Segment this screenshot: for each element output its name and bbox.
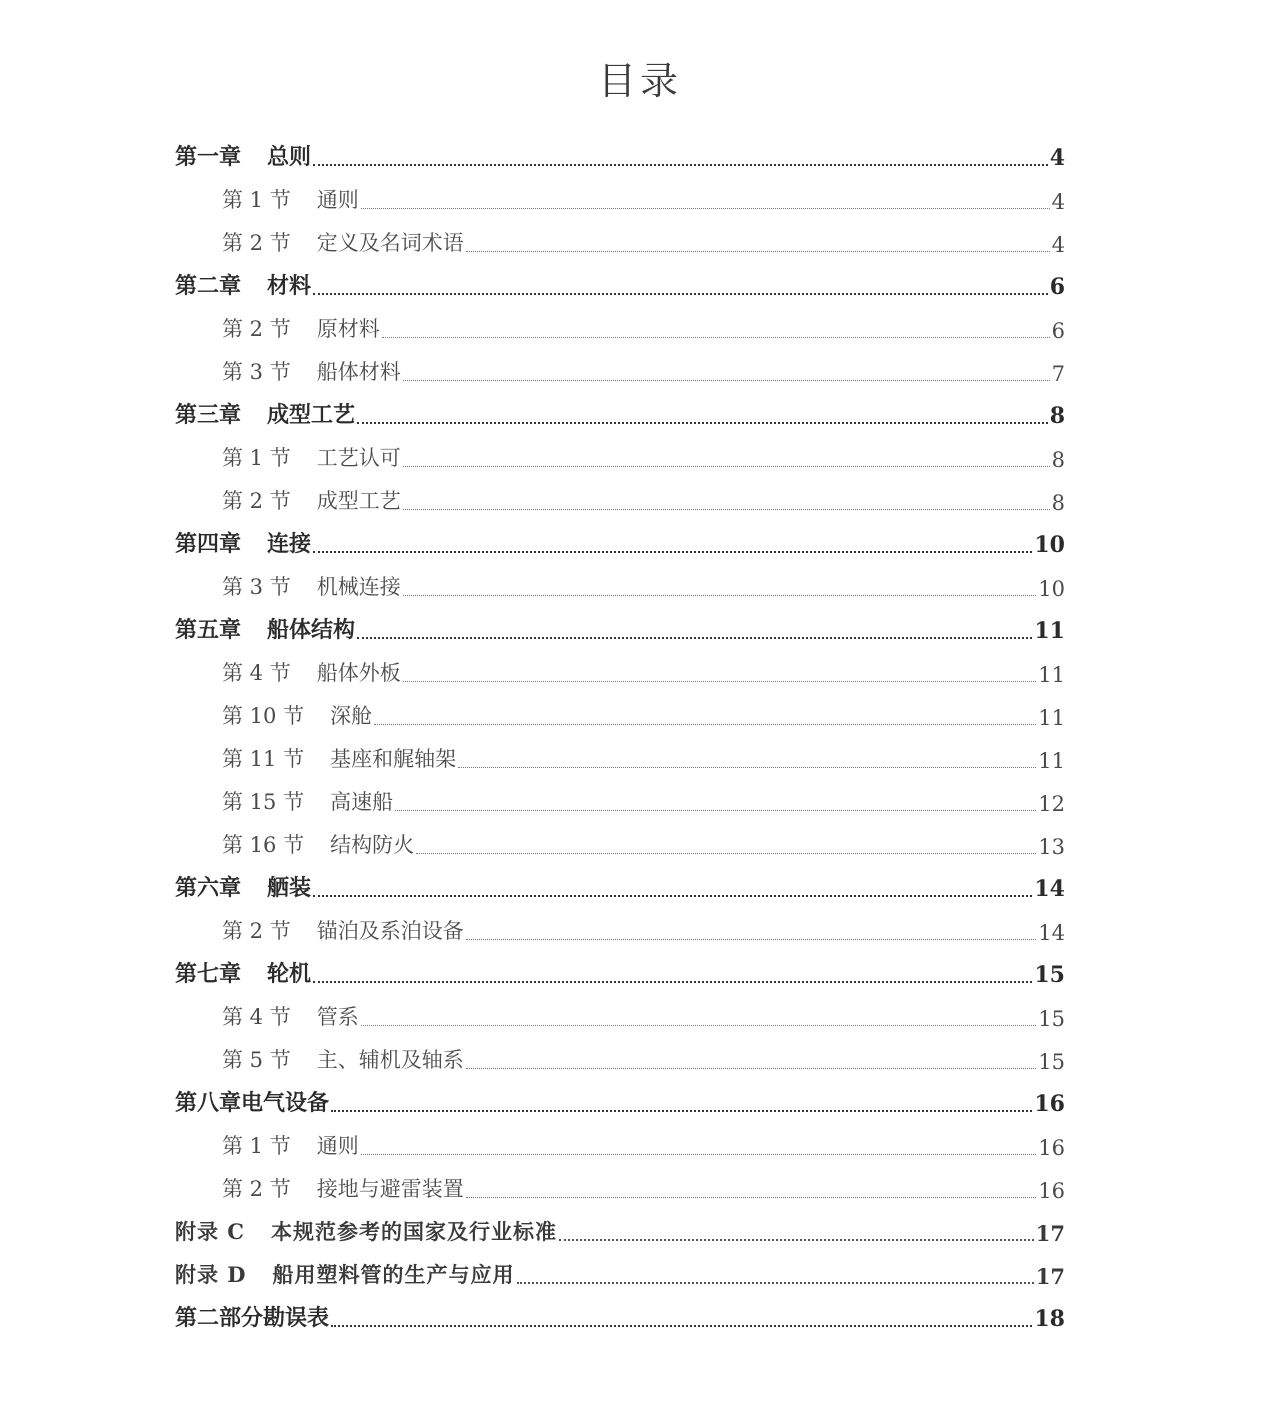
dot-leader bbox=[403, 508, 1050, 510]
toc-entry-number: 附录 D bbox=[175, 1262, 247, 1287]
toc-entry-page-number: 16 bbox=[1038, 1136, 1065, 1160]
toc-entry-label bbox=[175, 1086, 331, 1117]
toc-entry-title: 船体材料 bbox=[316, 360, 401, 384]
toc-entry-title: 材料 bbox=[267, 273, 312, 299]
toc-entry-label bbox=[222, 1130, 361, 1160]
toc-entry-number: 第 16 节 bbox=[222, 833, 305, 857]
toc-entry-section[interactable] bbox=[175, 911, 1065, 954]
toc-entry-title: 连接 bbox=[267, 531, 312, 557]
toc-entry-page-number: 14 bbox=[1038, 921, 1065, 945]
toc-entry-page-number: 15 bbox=[1034, 962, 1065, 988]
toc-entry-chapter[interactable] bbox=[175, 954, 1065, 997]
toc-entry-title: 工艺认可 bbox=[316, 446, 401, 470]
dot-leader bbox=[466, 1067, 1037, 1069]
toc-entry-page-number: 15 bbox=[1038, 1050, 1065, 1074]
toc-entry-number: 第 4 节 bbox=[222, 1005, 291, 1029]
dot-leader bbox=[313, 163, 1048, 166]
toc-entry-label bbox=[222, 356, 403, 386]
toc-entry-section[interactable] bbox=[175, 696, 1065, 739]
toc-entry-title: 船体外板 bbox=[316, 661, 401, 685]
toc-entry-number: 第七章 bbox=[175, 961, 242, 987]
toc-entry-section[interactable] bbox=[175, 438, 1065, 481]
toc-entry-page-number: 4 bbox=[1051, 233, 1065, 257]
toc-entry-title: 定义及名词术语 bbox=[316, 231, 464, 255]
dot-leader bbox=[517, 1281, 1034, 1284]
toc-entry-number: 第二部分勘误表 bbox=[175, 1305, 330, 1331]
dot-leader bbox=[313, 292, 1048, 295]
dot-leader bbox=[361, 1153, 1037, 1155]
toc-entry-label bbox=[175, 1216, 559, 1246]
toc-entry-section[interactable] bbox=[175, 352, 1065, 395]
table-of-contents bbox=[175, 137, 1065, 1341]
toc-entry-label bbox=[175, 527, 313, 558]
toc-entry-chapter[interactable] bbox=[175, 1083, 1065, 1126]
toc-entry-number: 第 1 节 bbox=[222, 1134, 291, 1158]
toc-entry-title: 深舱 bbox=[330, 704, 373, 728]
toc-entry-label bbox=[222, 657, 403, 687]
dot-leader bbox=[395, 809, 1036, 811]
toc-entry-label bbox=[222, 227, 466, 257]
toc-entry-number: 第 1 节 bbox=[222, 188, 291, 212]
toc-entry-number: 第四章 bbox=[175, 531, 242, 557]
toc-entry-page-number: 7 bbox=[1051, 362, 1065, 386]
toc-entry-title: 锚泊及系泊设备 bbox=[316, 919, 464, 943]
toc-entry-number: 第 4 节 bbox=[222, 661, 291, 685]
toc-entry-label bbox=[222, 700, 374, 730]
toc-entry-page-number: 11 bbox=[1038, 706, 1065, 730]
toc-entry-section[interactable] bbox=[175, 997, 1065, 1040]
toc-entry-label bbox=[222, 915, 466, 945]
toc-entry-title: 接地与避雷装置 bbox=[316, 1177, 464, 1201]
toc-entry-number: 第 2 节 bbox=[222, 489, 291, 513]
toc-entry-number: 第 1 节 bbox=[222, 446, 291, 470]
toc-entry-chapter[interactable] bbox=[175, 610, 1065, 653]
dot-leader bbox=[313, 894, 1032, 897]
toc-entry-number: 第 2 节 bbox=[222, 231, 291, 255]
toc-entry-page-number: 8 bbox=[1051, 491, 1065, 515]
toc-entry-label bbox=[175, 871, 313, 902]
toc-entry-page-number: 17 bbox=[1035, 1264, 1065, 1289]
toc-entry-title: 管系 bbox=[316, 1005, 359, 1029]
toc-entry-number: 第六章 bbox=[175, 875, 242, 901]
dot-leader bbox=[466, 250, 1050, 252]
toc-entry-number: 第五章 bbox=[175, 617, 242, 643]
toc-entry-chapter[interactable] bbox=[175, 1298, 1065, 1341]
toc-entry-title: 高速船 bbox=[330, 790, 394, 814]
toc-entry-title: 总则 bbox=[267, 144, 312, 170]
toc-entry-section[interactable] bbox=[175, 223, 1065, 266]
toc-entry-page-number: 6 bbox=[1051, 319, 1065, 343]
toc-entry-number: 第一章 bbox=[175, 144, 242, 170]
toc-entry-label bbox=[222, 786, 395, 816]
toc-entry-label bbox=[222, 313, 382, 343]
dot-leader bbox=[458, 766, 1036, 768]
dot-leader bbox=[382, 336, 1050, 338]
toc-entry-page-number: 4 bbox=[1049, 145, 1065, 171]
toc-entry-page-number: 10 bbox=[1038, 577, 1065, 601]
toc-entry-chapter[interactable] bbox=[175, 395, 1065, 438]
toc-entry-page-number: 4 bbox=[1051, 190, 1065, 214]
dot-leader bbox=[313, 980, 1032, 983]
toc-entry-number: 第 2 节 bbox=[222, 317, 291, 341]
toc-entry-section[interactable] bbox=[175, 180, 1065, 223]
toc-entry-section[interactable] bbox=[175, 825, 1065, 868]
toc-entry-number: 第 15 节 bbox=[222, 790, 305, 814]
toc-entry-label bbox=[222, 1001, 361, 1031]
toc-entry-section[interactable] bbox=[175, 782, 1065, 825]
toc-entry-page-number: 6 bbox=[1049, 274, 1065, 300]
dot-leader bbox=[403, 379, 1050, 381]
toc-entry-label bbox=[175, 269, 313, 300]
toc-entry-page-number: 17 bbox=[1035, 1221, 1065, 1246]
toc-entry-title: 基座和艉轴架 bbox=[330, 747, 457, 771]
dot-leader bbox=[403, 680, 1037, 682]
toc-entry-number: 第 3 节 bbox=[222, 360, 291, 384]
toc-entry-page-number: 11 bbox=[1034, 618, 1065, 644]
toc-entry-number: 第八章 bbox=[175, 1090, 242, 1116]
dot-leader bbox=[559, 1238, 1034, 1241]
toc-entry-section[interactable] bbox=[175, 309, 1065, 352]
dot-leader bbox=[357, 421, 1048, 424]
toc-entry-title: 通则 bbox=[316, 188, 359, 212]
dot-leader bbox=[416, 852, 1036, 854]
toc-entry-number: 第 2 节 bbox=[222, 1177, 291, 1201]
toc-entry-label bbox=[222, 1173, 466, 1203]
toc-entry-label bbox=[175, 957, 313, 988]
toc-entry-section[interactable] bbox=[175, 1126, 1065, 1169]
dot-leader bbox=[403, 594, 1037, 596]
toc-entry-label bbox=[222, 571, 403, 601]
toc-entry-label bbox=[175, 1301, 331, 1332]
dot-leader bbox=[374, 723, 1036, 725]
toc-entry-chapter[interactable] bbox=[175, 137, 1065, 180]
toc-entry-page-number: 11 bbox=[1038, 663, 1065, 687]
toc-entry-label bbox=[175, 140, 313, 171]
toc-entry-title: 原材料 bbox=[316, 317, 380, 341]
toc-entry-page-number: 15 bbox=[1038, 1007, 1065, 1031]
toc-entry-title: 船用塑料管的生产与应用 bbox=[272, 1262, 515, 1287]
toc-entry-title: 结构防火 bbox=[330, 833, 415, 857]
toc-entry-section[interactable] bbox=[175, 1040, 1065, 1083]
toc-entry-title: 机械连接 bbox=[316, 575, 401, 599]
dot-leader bbox=[357, 636, 1032, 639]
toc-entry-number: 第 11 节 bbox=[222, 747, 305, 771]
toc-entry-title: 舾装 bbox=[267, 875, 312, 901]
dot-leader bbox=[361, 1024, 1037, 1026]
toc-entry-page-number: 16 bbox=[1034, 1091, 1065, 1117]
toc-entry-chapter[interactable] bbox=[175, 524, 1065, 567]
toc-entry-section[interactable] bbox=[175, 567, 1065, 610]
toc-entry-page-number: 12 bbox=[1038, 792, 1065, 816]
toc-entry-title: 成型工艺 bbox=[267, 402, 356, 428]
dot-leader bbox=[331, 1324, 1032, 1327]
toc-entry-chapter[interactable] bbox=[175, 266, 1065, 309]
toc-entry-label bbox=[175, 1259, 517, 1289]
toc-entry-page-number: 18 bbox=[1034, 1306, 1065, 1332]
toc-entry-appendix[interactable] bbox=[175, 1212, 1065, 1255]
toc-entry-page-number: 11 bbox=[1038, 749, 1065, 773]
toc-entry-chapter[interactable] bbox=[175, 868, 1065, 911]
toc-entry-number: 第二章 bbox=[175, 273, 242, 299]
toc-entry-page-number: 13 bbox=[1038, 835, 1065, 859]
toc-entry-page-number: 8 bbox=[1051, 448, 1065, 472]
toc-entry-title: 本规范参考的国家及行业标准 bbox=[271, 1219, 558, 1244]
toc-entry-section[interactable] bbox=[175, 1169, 1065, 1212]
page-title: 目录 bbox=[597, 59, 682, 103]
dot-leader bbox=[313, 550, 1032, 553]
toc-entry-title: 主、辅机及轴系 bbox=[316, 1048, 464, 1072]
toc-entry-section[interactable] bbox=[175, 739, 1065, 782]
toc-entry-label bbox=[175, 613, 357, 644]
toc-entry-title: 电气设备 bbox=[241, 1090, 330, 1116]
toc-entry-number: 附录 C bbox=[175, 1219, 246, 1244]
toc-entry-title: 通则 bbox=[316, 1134, 359, 1158]
toc-entry-number: 第 2 节 bbox=[222, 919, 291, 943]
toc-entry-label bbox=[222, 1044, 466, 1074]
toc-entry-title: 轮机 bbox=[267, 961, 312, 987]
toc-entry-label bbox=[175, 398, 357, 429]
toc-entry-number: 第三章 bbox=[175, 402, 242, 428]
toc-entry-page-number: 10 bbox=[1034, 532, 1065, 558]
toc-entry-page-number: 16 bbox=[1038, 1179, 1065, 1203]
toc-entry-label bbox=[222, 442, 403, 472]
toc-entry-label bbox=[222, 743, 458, 773]
toc-entry-label bbox=[222, 485, 403, 515]
toc-entry-appendix[interactable] bbox=[175, 1255, 1065, 1298]
toc-entry-label bbox=[222, 829, 416, 859]
toc-entry-number: 第 10 节 bbox=[222, 704, 305, 728]
toc-entry-number: 第 5 节 bbox=[222, 1048, 291, 1072]
toc-entry-page-number: 8 bbox=[1049, 403, 1065, 429]
dot-leader bbox=[466, 938, 1037, 940]
dot-leader bbox=[466, 1196, 1037, 1198]
toc-entry-section[interactable] bbox=[175, 653, 1065, 696]
toc-entry-title: 船体结构 bbox=[267, 617, 356, 643]
toc-entry-page-number: 14 bbox=[1034, 876, 1065, 902]
toc-entry-title: 成型工艺 bbox=[316, 489, 401, 513]
dot-leader bbox=[403, 465, 1050, 467]
dot-leader bbox=[331, 1109, 1032, 1112]
toc-entry-label bbox=[222, 184, 361, 214]
toc-entry-number: 第 3 节 bbox=[222, 575, 291, 599]
toc-entry-section[interactable] bbox=[175, 481, 1065, 524]
dot-leader bbox=[361, 207, 1050, 209]
